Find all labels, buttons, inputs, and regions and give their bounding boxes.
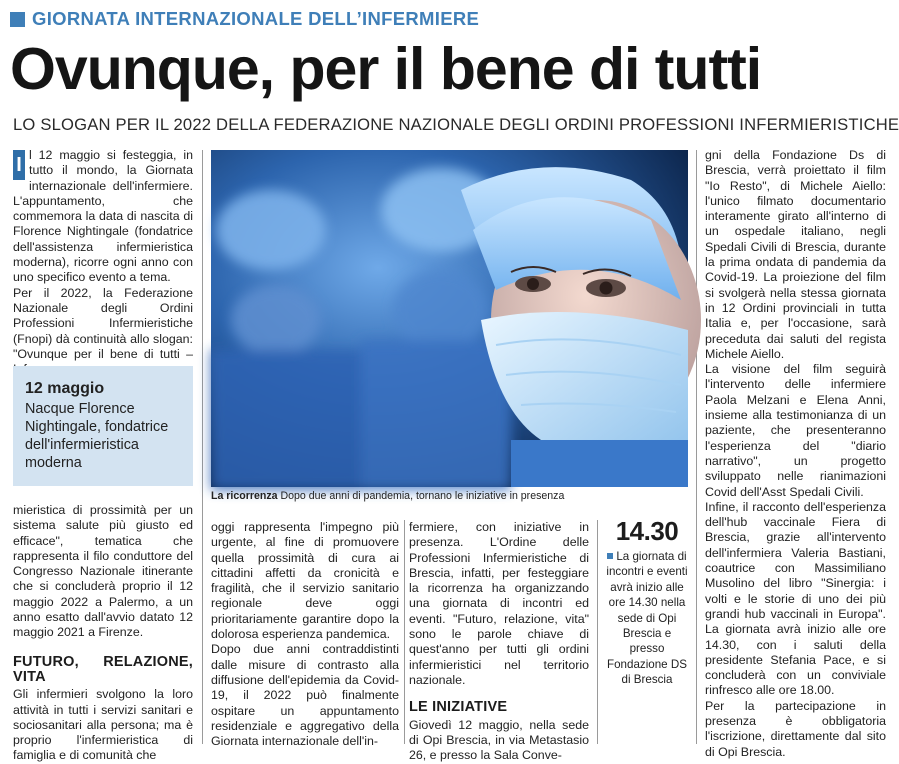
paragraph: Gli infermieri svolgono la loro attività in tutti i servizi sanitari e sociosanitari alla persona; ma è proprio l'infermieristica di famiglia e di comunità che — [13, 687, 193, 763]
column-divider — [404, 520, 405, 744]
paragraph: Dopo due anni contraddistinti dalle misure di contrasto alla diffusione dell'epidemia da Covid-19, il 2022 può finalmente ospitare un appuntamento residenziale e aggregativo della Giornata internazionale dell'in- — [211, 642, 399, 749]
subheadline: LO SLOGAN PER IL 2022 DELLA FEDERAZIONE NAZIONALE DEGLI ORDINI PROFESSIONI INFERMIERISTICHE — [13, 115, 899, 134]
paragraph: oggi rappresenta l'impegno più urgente, al fine di promuovere quella prossimità di cura ai cittadini affetti da cronicità e fragilità, che il servizio sanitario regionale deve oggi prioritariamente garantire dopo la dolorosa esperienza pandemica. — [211, 520, 399, 642]
drop-cap: I — [13, 150, 25, 180]
section-heading: LE INIZIATIVE — [409, 699, 508, 716]
article-column-5 — [705, 148, 886, 759]
photo-caption — [211, 490, 688, 502]
section-kicker — [10, 9, 479, 29]
kicker-square-icon — [10, 12, 25, 27]
callout-text: Nacque Florence Nightingale, fondatrice dell'infermieristica moderna — [25, 401, 169, 471]
caption-lead: La ricorrenza — [211, 490, 278, 502]
photo-nurses-surgical-masks — [211, 150, 688, 487]
paragraph: I l 12 maggio si festeggia, in tutto il mondo, la Giornata internazionale dell'infermiere. L'appuntamento, che commemora la data di nascita di Florence Nightingale (fondatrice dell'assistenza infermieristica moderna), ricorre ogni anno con uno specifico evento a tema. — [13, 148, 193, 285]
paragraph: Infine, il racconto dell'esperienza dell'hub vaccinale Fiera di Brescia, grazie all'intervento dell'infermiera Valeria Bastiani, coautrice con Massimiliano Musolino del libro "Sinergia: i volti e le storie di uno dei più grandi hub vaccinali in Europa". La giornata avrà inizio alle ore 14.30, con i saluti della presidente Stefania Pace, e si concluderà con un conviviale rinfresco alle ore 18.00. — [705, 499, 886, 698]
headline: Ovunque, per il bene di tutti — [10, 36, 762, 102]
paragraph: La visione del film seguirà l'intervento delle infermiere Paola Melzani e Elena Anni, insieme alla testimonianza di un paziente, che presenteranno l'esperienza del "diario narrativo", un progetto sviluppato nelle rianimazioni Covid dell'Asst Spedali Civili. — [705, 362, 886, 499]
kicker-text: GIORNATA INTERNAZIONALE DELL’INFERMIERE — [32, 8, 480, 29]
date-callout-box — [13, 366, 193, 486]
paragraph: Per la partecipazione in presenza è obbligatoria l'iscrizione, direttamente dal sito di Opi Brescia. — [705, 698, 886, 759]
article-column-3 — [409, 520, 589, 763]
section-heading: FUTURO, RELAZIONE, VITA — [13, 653, 193, 685]
article-column-1-bottom — [13, 503, 193, 763]
event-time: 14.30 — [615, 516, 679, 546]
time-info-box — [604, 515, 690, 705]
event-time-note: La giornata di incontri e eventi avrà inizio alle ore 14.30 nella sede di Opi Brescia e presso Fondazione DS di Brescia — [606, 550, 688, 687]
bullet-square-icon — [607, 553, 613, 559]
caption-text: Dopo due anni di pandemia, tornano le iniziative in presenza — [280, 490, 565, 502]
column-divider — [597, 520, 598, 744]
column-divider — [696, 150, 697, 744]
paragraph: Per il 2022, la Federazione Nazionale degli Ordini Professioni Infermieristiche (Fnopi) dà continuità allo slogan: "Ovunque per il bene di tutti – — [13, 285, 193, 361]
paragraph: gni della Fondazione Ds di Brescia, verrà proiettato il film "Io Resto", di Michele Aiello: l'unico filmato documentario interamente girato all'interno di un ospedale italiano, negli Spedali Civili di Brescia, durante la prima ondata di pandemia da Covid-19. La proiezione del film si svolgerà nella stessa giornata in 12 Ordini provinciali in tutta Italia e, per l'occasione, sarà preceduta dai saluti del regista Michele Aiello. — [705, 148, 886, 361]
column-divider — [202, 150, 203, 744]
paragraph: Giovedì 12 maggio, nella sede di Opi Brescia, in via Metastasio 26, e presso la Sala Conve- — [409, 717, 589, 763]
article-column-2 — [211, 520, 399, 749]
paragraph: mieristica di prossimità per un sistema salute più giusto ed efficace", tematica che rappresenta il filo conduttore del Congresso Nazionale itinerante che si concluderà proprio il 12 maggio 2022 a Palermo, a un anno esatto dall'avvio datato 12 maggio 2021 a Firenze. — [13, 503, 193, 640]
article-column-1-top — [13, 148, 193, 361]
paragraph: fermiere, con iniziative in presenza. L'Ordine delle Professioni Infermieristiche di Brescia, infatti, per festeggiare la ricorrenza ha organizzando una giornata di incontri ed eventi. "Futuro, relazione, vita" sono le parole chiave di quest'anno per tutti gli ordini infermieristici nel territorio nazionale. — [409, 520, 589, 687]
callout-date: 12 maggio — [25, 380, 105, 397]
